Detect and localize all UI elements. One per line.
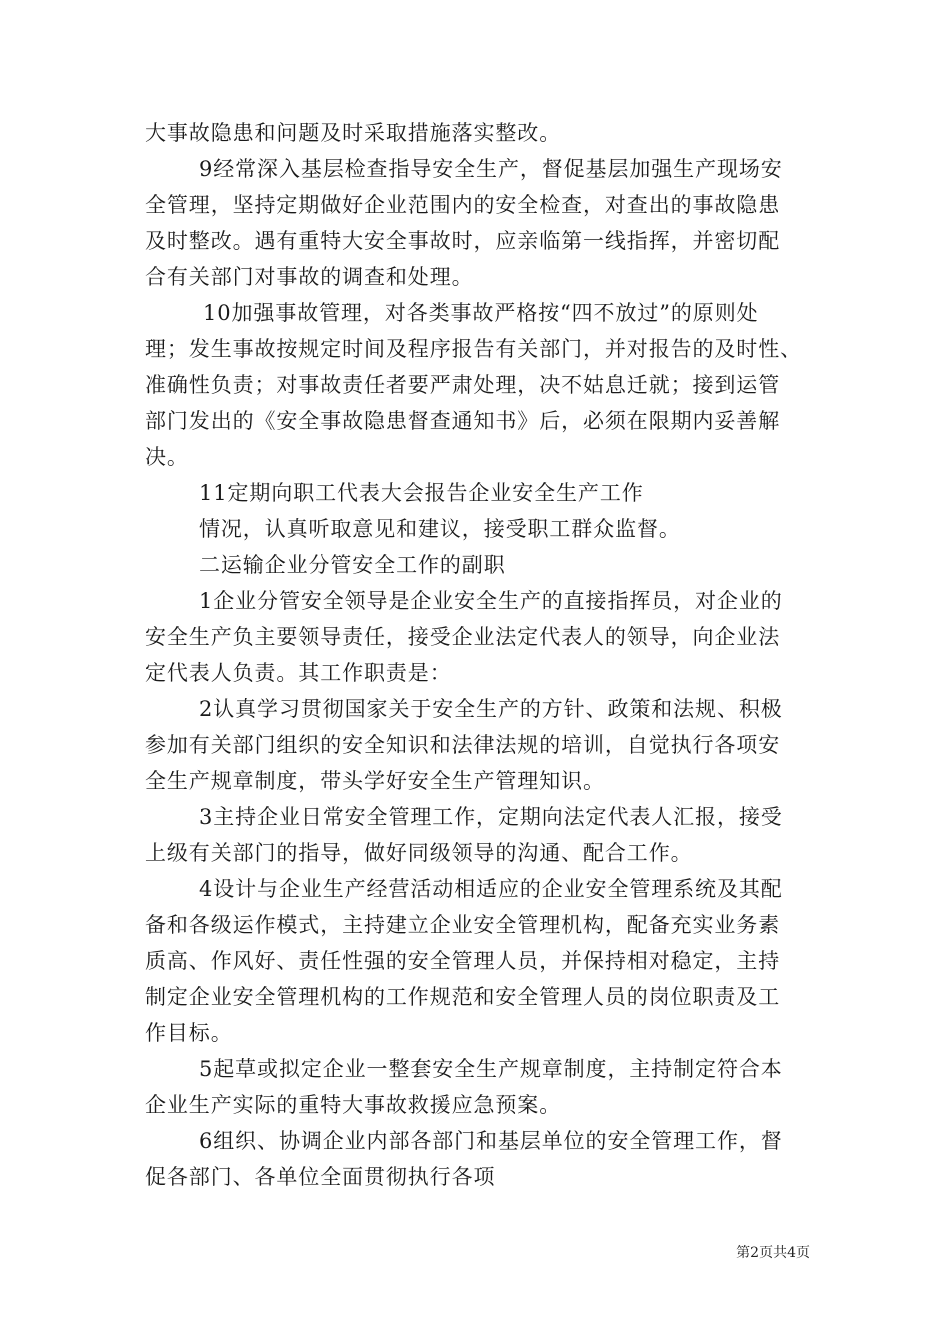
page-number: 第2页共4页: [736, 1245, 810, 1261]
text-line: 合有关部门对事故的调查和处理。: [145, 265, 474, 289]
text-line: 部门发出的《安全事故隐患督查通知书》后，必须在限期内妥善解: [145, 409, 781, 433]
paragraph-start-line: 4设计与企业生产经营活动相适应的企业安全管理系统及其配: [199, 877, 783, 901]
text-line: 质高、作风好、责任性强的安全管理人员，并保持相对稳定，主持: [145, 949, 781, 973]
paragraph-start-line: 9经常深入基层检查指导安全生产，督促基层加强生产现场安: [199, 157, 783, 181]
text-line: 安全生产负主要领导责任，接受企业法定代表人的领导，向企业法: [145, 625, 781, 649]
paragraph-start-line: 11定期向职工代表大会报告企业安全生产工作: [199, 481, 644, 505]
text-line: 促各部门、各单位全面贯彻执行各项: [145, 1165, 496, 1189]
paragraph-start-line: 6组织、协调企业内部各部门和基层单位的安全管理工作，督: [199, 1129, 783, 1153]
text-line: 及时整改。遇有重特大安全事故时，应亲临第一线指挥，并密切配: [145, 229, 781, 253]
document-body: [145, 115, 815, 1195]
section-heading: 二运输企业分管安全工作的副职: [199, 553, 506, 577]
text-line: 大事故隐患和问题及时采取措施落实整改。: [145, 121, 562, 145]
text-line: 参加有关部门组织的安全知识和法律法规的培训，自觉执行各项安: [145, 733, 781, 757]
text-line: 理；发生事故按规定时间及程序报告有关部门，并对报告的及时性、: [145, 337, 802, 361]
paragraph-start-line: 2认真学习贯彻国家关于安全生产的方针、政策和法规、积极: [199, 697, 783, 721]
text-line: 准确性负责；对事故责任者要严肃处理，决不姑息迁就；接到运管: [145, 373, 781, 397]
text-line: 定代表人负责。其工作职责是：: [145, 661, 452, 685]
paragraph-start-line: 1企业分管安全领导是企业安全生产的直接指挥员，对企业的: [199, 589, 783, 613]
paragraph-start-line: 5起草或拟定企业一整套安全生产规章制度，主持制定符合本: [199, 1057, 783, 1081]
paragraph-start-line: 10加强事故管理，对各类事故严格按“四不放过”的原则处: [203, 301, 759, 325]
text-line: 上级有关部门的指导，做好同级领导的沟通、配合工作。: [145, 841, 693, 865]
text-line: 作目标。: [145, 1021, 233, 1045]
text-line: 全生产规章制度，带头学好安全生产管理知识。: [145, 769, 605, 793]
text-line: 制定企业安全管理机构的工作规范和安全管理人员的岗位职责及工: [145, 985, 781, 1009]
text-line: 决。: [145, 445, 189, 469]
text-line: 全管理，坚持定期做好企业范围内的安全检查，对查出的事故隐患: [145, 193, 781, 217]
text-line: 企业生产实际的重特大事故救援应急预案。: [145, 1093, 562, 1117]
paragraph-start-line: 3主持企业日常安全管理工作，定期向法定代表人汇报，接受: [199, 805, 783, 829]
text-line: 备和各级运作模式，主持建立企业安全管理机构，配备充实业务素: [145, 913, 781, 937]
paragraph-start-line: 情况，认真听取意见和建议，接受职工群众监督。: [199, 517, 681, 541]
